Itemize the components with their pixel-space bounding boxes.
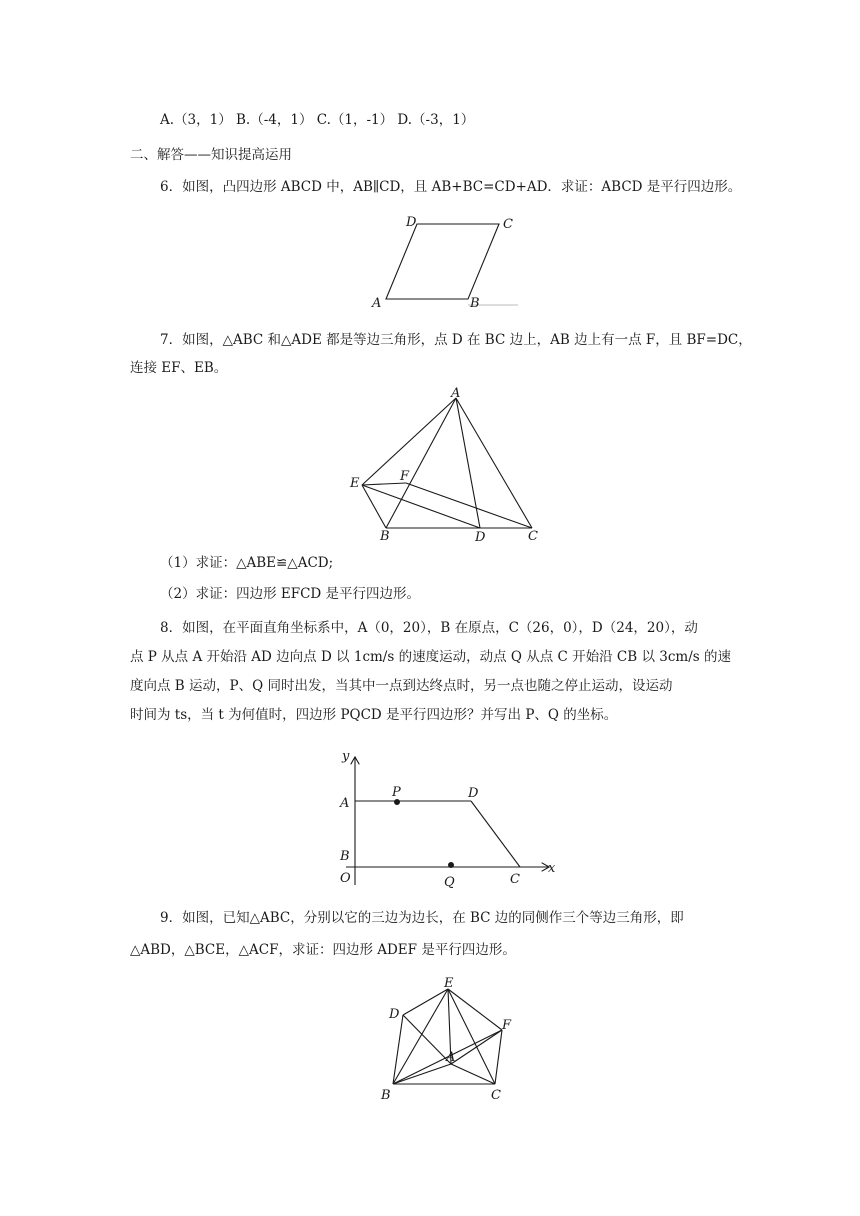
- label-c: C: [528, 529, 538, 544]
- question-7-line-1: 7．如图，△ABC 和△ADE 都是等边三角形，点 D 在 BC 边上，AB 边上有一点 F，且 BF=DC，: [160, 332, 752, 348]
- question-8-line-1: 8．如图，在平面直角坐标系中，A（0，20），B 在原点，C（26，0），D（24，20），动: [160, 620, 698, 636]
- question-8-line-4: 时间为 ts，当 t 为何值时，四边形 PQCD 是平行四边形？并写出 P、Q 的坐标。: [130, 707, 618, 723]
- point-q: [448, 862, 454, 868]
- label-c: C: [510, 872, 520, 887]
- label-a: A: [372, 296, 382, 311]
- label-b: B: [381, 1088, 391, 1103]
- label-b: B: [380, 529, 390, 544]
- label-f: F: [400, 469, 410, 484]
- question-8-line-3: 度向点 B 运动，P、Q 同时出发，当其中一点到达终点时，另一点也随之停止运动，设运动: [130, 678, 673, 694]
- question-9-line-1: 9．如图，已知△ABC，分别以它的三边为边长，在 BC 边的同侧作三个等边三角形，即: [160, 910, 684, 926]
- label-b: B: [470, 296, 480, 311]
- question-6-text: 6．如图，凸四边形 ABCD 中，AB∥CD，且 AB+BC=CD+AD．求证：ABCD 是平行四边形。: [160, 179, 742, 195]
- question-9-line-2: △ABD，△BCE，△ACF，求证：四边形 ADEF 是平行四边形。: [130, 942, 516, 958]
- label-c: C: [503, 217, 513, 232]
- label-b: B: [340, 849, 350, 864]
- segment-dc: [471, 801, 520, 867]
- label-q: Q: [444, 875, 455, 890]
- label-p: P: [392, 785, 401, 800]
- question-7-part-1: （1）求证：△ABE≌△ACD;: [160, 555, 334, 571]
- coordinate-plane-figure: [330, 749, 560, 892]
- question-7-part-2: （2）求证：四边形 EFCD 是平行四边形。: [160, 586, 421, 602]
- label-o: O: [340, 871, 351, 886]
- label-a: A: [446, 1050, 456, 1065]
- parallelogram-shape: [386, 224, 499, 299]
- label-a: A: [451, 386, 461, 401]
- label-a: A: [340, 796, 350, 811]
- label-e: E: [444, 976, 454, 991]
- label-d: D: [475, 530, 486, 545]
- label-d: D: [406, 215, 417, 230]
- label-x: x: [548, 861, 556, 876]
- label-c: C: [491, 1088, 501, 1103]
- label-d: D: [468, 786, 479, 801]
- label-d: D: [389, 1007, 400, 1022]
- equilateral-triangles-figure: [340, 385, 550, 545]
- label-y: y: [342, 749, 350, 764]
- label-e: E: [350, 476, 360, 491]
- parallelogram-figure: [360, 208, 530, 318]
- three-equilateral-triangles-figure: [375, 972, 525, 1107]
- answer-options: A.（3，1） B.（-4，1） C.（1，-1） D.（-3，1）: [160, 112, 475, 128]
- label-f: F: [502, 1018, 512, 1033]
- question-7-line-2: 连接 EF、EB。: [130, 360, 228, 376]
- question-8-line-2: 点 P 从点 A 开始沿 AD 边向点 D 以 1cm/s 的速度运动，动点 Q 从点 C 开始沿 CB 以 3cm/s 的速: [130, 649, 731, 665]
- section-heading: 二、解答——知识提高运用: [130, 147, 292, 163]
